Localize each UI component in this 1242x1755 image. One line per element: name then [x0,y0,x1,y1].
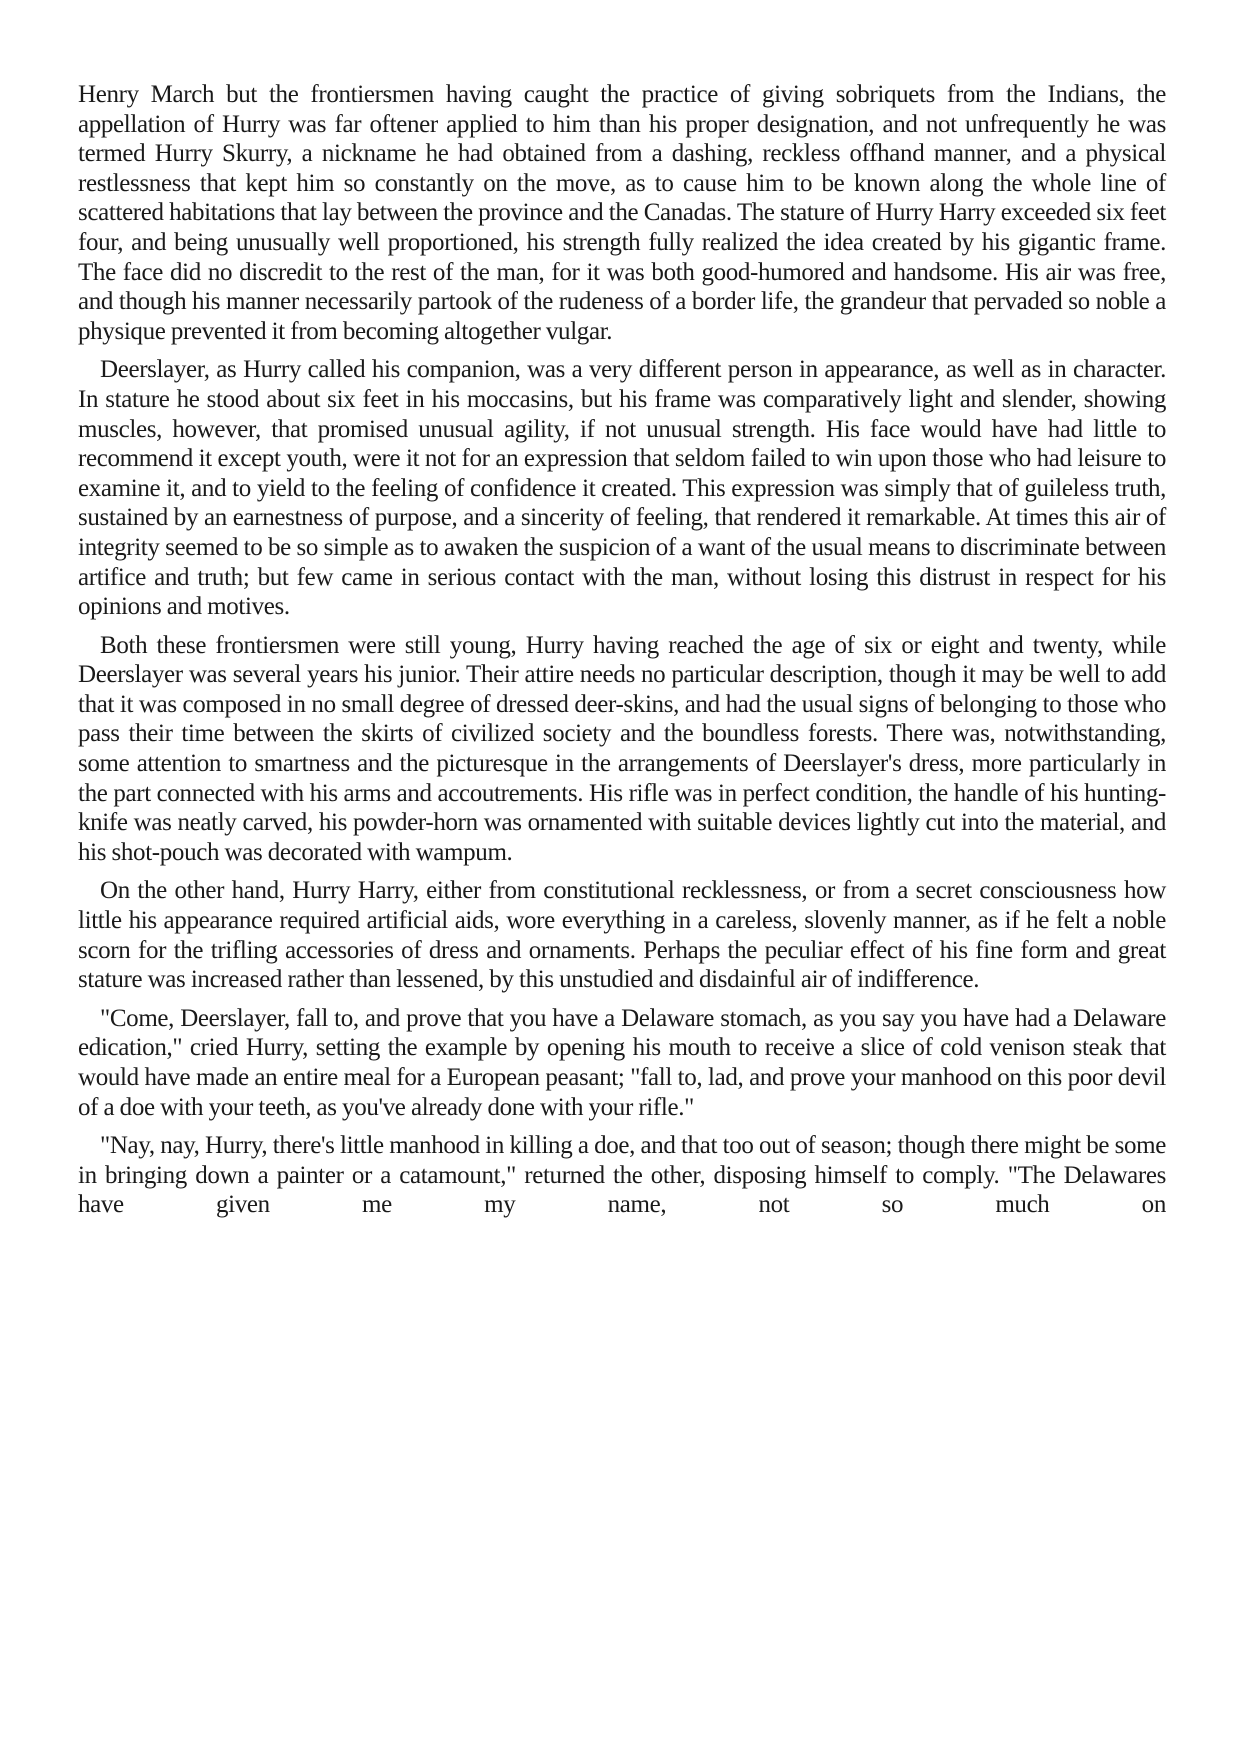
paragraph-hurry-harry-description: Henry March but the frontiersmen having caught the practice of giving sobriquets from the Indians, the appellation of Hurry was far oftener applied to him than his proper designation, and not unfrequently he was termed Hurry Skurry, a nickname he had obtained from a dashing, reckless offhand manner, and a physical restlessness that kept him so constantly on the move, as to cause him to be known along the whole line of scattered habitations that lay between the province and the Canadas. The stature of Hurry Harry exceeded six feet four, and being unusually well proportioned, his strength fully realized the idea created by his gigantic frame. The face did no discredit to the rest of the man, for it was both good-humored and handsome. His air was free, and though his manner necessarily partook of the rudeness of a border life, the grandeur that pervaded so noble a physique prevented it from becoming altogether vulgar. [78,81,1166,345]
paragraph-deerslayer-description: Deerslayer, as Hurry called his companion, was a very different person in appearance, as well as in character. In stature he stood about six feet in his moccasins, but his frame was comparatively light and slender, showing muscles, however, that promised unusual agility, if not unusual strength. His face would have had little to recommend it except youth, were it not for an expression that seldom failed to win upon those who had leisure to examine it, and to yield to the feeling of confidence it created. This expression was simply that of guileless truth, sustained by an earnestness of purpose, and a sincerity of feeling, that rendered it remarkable. At times this air of integrity seemed to be so simple as to awaken the suspicion of a want of the usual means to discriminate between artifice and truth; but few came in serious contact with the man, without losing this distrust in respect for his opinions and motives. [78,356,1166,621]
paragraph-hurry-manner: On the other hand, Hurry Harry, either from constitutional recklessness, or from a secret consciousness how little his appearance required artificial aids, wore everything in a careless, slovenly manner, as if he felt a noble scorn for the trifling accessories of dress and ornaments. Perhaps the peculiar effect of his fine form and great stature was increased rather than lessened, by this unstudied and disdainful air of indifference. [78,877,1166,994]
paragraph-deerslayer-reply: "Nay, nay, Hurry, there's little manhood in killing a doe, and that too out of season; though there might be some in bringing down a painter or a catamount," returned the other, disposing himself to comply. "The Delawares have given me my name, not so much on [78,1132,1166,1219]
document-page [78,80,1166,1229]
paragraph-attire-description: Both these frontiersmen were still young, Hurry having reached the age of six or eight and twenty, while Deerslayer was several years his junior. Their attire needs no particular description, though it may be well to add that it was composed in no small degree of dressed deer-skins, and had the usual signs of belonging to those who pass their time between the skirts of civilized society and the boundless forests. There was, notwithstanding, some attention to smartness and the picturesque in the arrangements of Deerslayer's dress, more particularly in the part connected with his arms and accoutrements. His rifle was in perfect condition, the handle of his hunting-knife was neatly carved, his powder-horn was ornamented with suitable devices lightly cut into the material, and his shot-pouch was decorated with wampum. [78,631,1166,866]
paragraph-hurry-dialogue: "Come, Deerslayer, fall to, and prove that you have a Delaware stomach, as you say you have had a Delaware edication," cried Hurry, setting the example by opening his mouth to receive a slice of cold venison steak that would have made an entire meal for a European peasant; "fall to, lad, and prove your manhood on this poor devil of a doe with your teeth, as you've already done with your rifle." [78,1004,1166,1121]
